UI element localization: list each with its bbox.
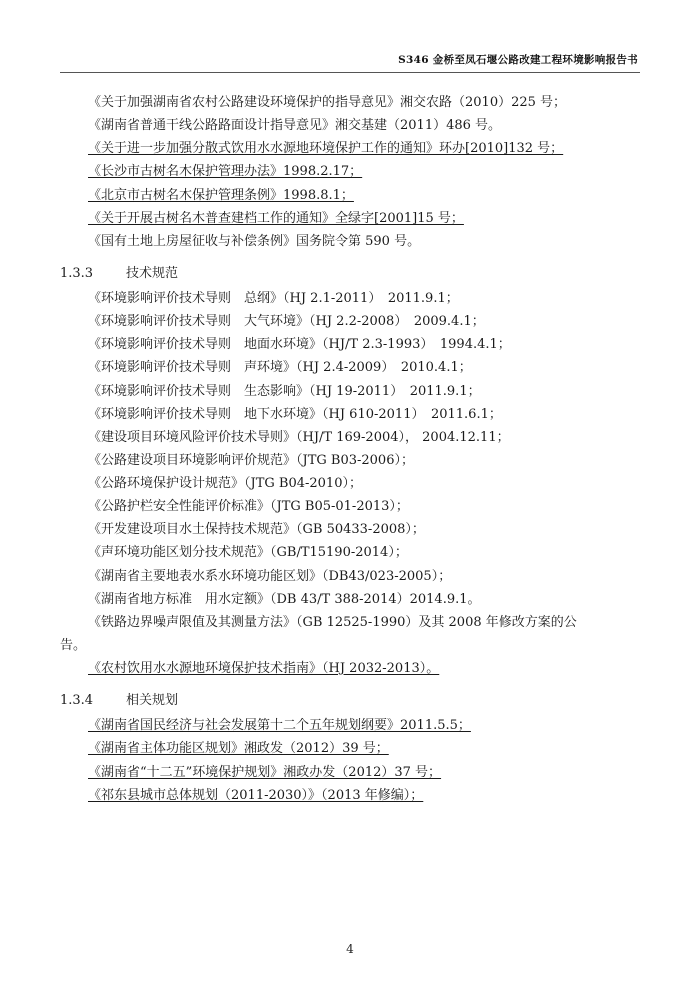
document-body: [60, 91, 640, 807]
list-item: [60, 541, 640, 564]
list-item-text: 《环境影响评价技术导则 地面水环境》（HJ/T 2.3-1993） 1994.4.1；: [88, 337, 511, 353]
section-number: 1.3.3: [60, 265, 94, 281]
list-item: [60, 207, 640, 230]
list-item-text: 《关于加强湖南省农村公路建设环境保护的指导意见》湘交农路（2010）225 号；: [88, 95, 567, 110]
list-item: [60, 518, 640, 541]
list-item: [60, 784, 640, 807]
list-item-text: 《环境影响评价技术导则 总纲》（HJ 2.1-2011） 2011.9.1；: [88, 291, 459, 306]
list-item-text: 《湖南省国民经济与社会发展第十二个五年规划纲要》2011.5.5；: [88, 718, 471, 734]
section-heading-related-plans: [60, 689, 640, 712]
list-item-text: 《北京市古树名木保护管理条例》1998.8.1；: [88, 187, 354, 203]
list-item-text: 《建设项目环境风险评价技术导则》（HJ/T 169-2004）， 2004.12.11；: [88, 429, 510, 445]
list-item-text: 告。: [60, 637, 87, 653]
list-item-text: 《长沙市古树名木保护管理办法》1998.2.17；: [88, 164, 363, 180]
list-item-text: 《关于进一步加强分散式饮用水水源地环境保护工作的通知》环办[2010]132 号；: [88, 141, 564, 157]
list-item-text: 《湖南省“十二五”环境保护规划》湘政办发（2012）37 号；: [88, 764, 442, 780]
list-item: [60, 310, 640, 333]
list-item-continuation: [60, 634, 640, 657]
list-item: [60, 761, 640, 784]
list-item-text: 《湖南省普通干线公路路面设计指导意见》湘交基建（2011）486 号。: [88, 118, 502, 134]
list-item: [60, 91, 640, 114]
section-heading-technical-standards: [60, 262, 640, 285]
list-item: [60, 137, 640, 160]
list-item: [60, 449, 640, 472]
list-item-text: 《环境影响评价技术导则 地下水环境》（HJ 610-2011） 2011.6.1；: [88, 406, 502, 422]
list-item: [60, 287, 640, 310]
list-item: [60, 657, 640, 680]
list-item-text: 《湖南省主体功能区规划》湘政发（2012）39 号；: [88, 741, 389, 757]
list-item: [60, 737, 640, 760]
list-item: [60, 495, 640, 518]
list-item-text: 《环境影响评价技术导则 生态影响》（HJ 19-2011） 2011.9.1；: [88, 383, 481, 399]
list-item-text: 《湖南省地方标准 用水定额》（DB 43/T 388-2014）2014.9.1。: [88, 591, 481, 607]
section-number: 1.3.4: [60, 693, 94, 709]
header-title: S346 金桥至凤石堰公路改建工程环境影响报告书: [398, 54, 638, 66]
list-item-text: 《关于开展古树名木普查建档工作的通知》全绿字[2001]15 号；: [88, 210, 464, 226]
page-footer: [0, 942, 700, 956]
section-title: 相关规划: [126, 693, 179, 709]
list-item: [60, 565, 640, 588]
list-item: [60, 333, 640, 356]
list-item: [60, 714, 640, 737]
list-item-text: 《公路护栏安全性能评价标准》（JTG B05-01-2013）；: [88, 499, 409, 515]
list-item-text: 《湖南省主要地表水系水环境功能区划》（DB43/023-2005）；: [88, 568, 452, 584]
list-item-text: 《环境影响评价技术导则 声环境》（HJ 2.4-2009） 2010.4.1；: [88, 360, 472, 376]
page-number: 4: [346, 942, 354, 956]
list-item: [60, 588, 640, 611]
page-header: [60, 52, 640, 67]
header-divider: [60, 72, 640, 73]
list-item: [60, 611, 640, 634]
list-item-text: 《祁东县城市总体规划（2011-2030）》（2013 年修编）；: [88, 787, 424, 803]
section-title: 技术规范: [126, 265, 179, 281]
list-item: [60, 403, 640, 426]
list-item: [60, 356, 640, 379]
list-item-text: 《铁路边界噪声限值及其测量方法》（GB 12525-1990）及其 2008 年修改方案的公: [88, 614, 577, 630]
list-item-text: 《开发建设项目水土保持技术规范》（GB 50433-2008）；: [88, 522, 425, 538]
list-item-text: 《公路环境保护设计规范》（JTG B04-2010）；: [88, 476, 362, 491]
list-item-text: 《声环境功能区划分技术规范》（GB/T15190-2014）；: [88, 545, 408, 561]
list-item-text: 《公路建设项目环境影响评价规范》（JTG B03-2006）；: [88, 452, 414, 468]
list-item: [60, 426, 640, 449]
list-item-text: 《环境影响评价技术导则 大气环境》（HJ 2.2-2008） 2009.4.1；: [88, 314, 485, 330]
list-item: [60, 380, 640, 403]
list-item: [60, 160, 640, 183]
list-item-text: 《农村饮用水水源地环境保护技术指南》（HJ 2032-2013）。: [88, 661, 440, 676]
list-item: [60, 184, 640, 207]
list-item-text: 《国有土地上房屋征收与补偿条例》国务院令第 590 号。: [88, 233, 421, 249]
list-item: [60, 472, 640, 495]
list-item: [60, 114, 640, 137]
list-item: [60, 230, 640, 253]
